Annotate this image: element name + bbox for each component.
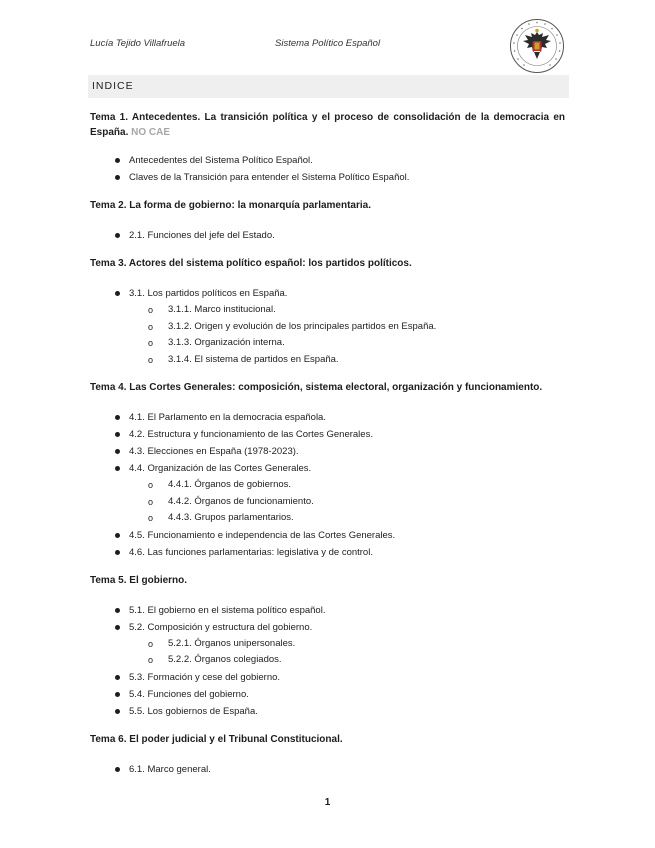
list-item: 4.1. El Parlamento en la democracia española. bbox=[90, 409, 565, 426]
list-item: 2.1. Funciones del jefe del Estado. bbox=[90, 227, 565, 244]
list-item: 4.2. Estructura y funcionamiento de las Cortes Generales. bbox=[90, 426, 565, 443]
list-item: 4.5. Funcionamiento e independencia de las Cortes Generales. bbox=[90, 527, 565, 544]
tema-3-heading: Tema 3. Actores del sistema político español: los partidos políticos. bbox=[90, 258, 412, 269]
page-number: 1 bbox=[324, 797, 331, 808]
list-item bbox=[90, 460, 565, 527]
list-item-label: 5.2. Composición y estructura del gobierno. bbox=[129, 621, 313, 633]
header-author: Lucía Tejido Villafruela bbox=[90, 38, 186, 49]
tema-4-list bbox=[90, 409, 565, 561]
sub-list-item: o 3.1.4. El sistema de partidos en España. bbox=[129, 352, 565, 369]
sub-list bbox=[129, 302, 565, 368]
tema-2-heading: Tema 2. La forma de gobierno: la monarquía parlamentaria. bbox=[90, 200, 371, 211]
list-item: 5.1. El gobierno en el sistema político español. bbox=[90, 602, 565, 619]
list-item-label: 3.1. Los partidos políticos en España. bbox=[129, 288, 288, 299]
tema-1-list bbox=[90, 152, 565, 186]
list-item: 5.4. Funciones del gobierno. bbox=[90, 686, 565, 703]
sub-list-item: o 5.2.2. Órganos colegiados. bbox=[129, 652, 565, 669]
tema-3-list bbox=[90, 285, 565, 368]
tema-5-heading: Tema 5. El gobierno. bbox=[90, 574, 188, 586]
not-examined-note: NO CAE bbox=[131, 127, 171, 138]
sub-list-item: o 3.1.3. Organización interna. bbox=[129, 335, 565, 352]
tema-5-list bbox=[90, 602, 565, 720]
list-item: 5.3. Formación y cese del gobierno. bbox=[90, 669, 565, 686]
list-item: Claves de la Transición para entender el Sistema Político Español. bbox=[90, 169, 565, 186]
sub-list bbox=[129, 636, 565, 669]
university-seal-icon bbox=[509, 18, 565, 74]
header-subject: Sistema Político Español bbox=[275, 38, 381, 49]
sub-list bbox=[129, 477, 565, 527]
sub-list-item: o 3.1.1. Marco institucional. bbox=[129, 302, 565, 319]
tema-1-heading bbox=[90, 110, 565, 140]
sub-list-item: o 5.2.1. Órganos unipersonales. bbox=[129, 636, 565, 653]
list-item: 5.5. Los gobiernos de España. bbox=[90, 703, 565, 720]
sub-list-item: o 3.1.2. Origen y evolución de los principales partidos en España. bbox=[129, 319, 565, 336]
tema-6-heading: Tema 6. El poder judicial y el Tribunal Constitucional. bbox=[90, 733, 343, 745]
sub-list-item: o 4.4.1. Órganos de gobiernos. bbox=[129, 477, 565, 494]
tema-title: Tema 1. Antecedentes. La transición política y el proceso de consolidación de la democracia en España. bbox=[90, 112, 565, 138]
tema-2-list bbox=[90, 227, 565, 244]
list-item: 6.1. Marco general. bbox=[90, 761, 565, 778]
list-item bbox=[90, 285, 565, 368]
sub-list-item: o 4.4.3. Grupos parlamentarios. bbox=[129, 510, 565, 527]
tema-4-heading: Tema 4. Las Cortes Generales: composición, sistema electoral, organización y funcionamiento. bbox=[90, 382, 543, 393]
list-item: 4.3. Elecciones en España (1978-2023). bbox=[90, 443, 565, 460]
table-of-contents bbox=[90, 110, 565, 790]
index-heading: INDICE bbox=[88, 75, 569, 98]
sub-list-item: o 4.4.2. Órganos de funcionamiento. bbox=[129, 494, 565, 511]
list-item-label: 4.4. Organización de las Cortes Generales. bbox=[129, 463, 312, 474]
list-item: 4.6. Las funciones parlamentarias: legislativa y de control. bbox=[90, 544, 565, 561]
list-item bbox=[90, 619, 565, 669]
list-item: Antecedentes del Sistema Político Español. bbox=[90, 152, 565, 169]
tema-6-list bbox=[90, 761, 565, 778]
